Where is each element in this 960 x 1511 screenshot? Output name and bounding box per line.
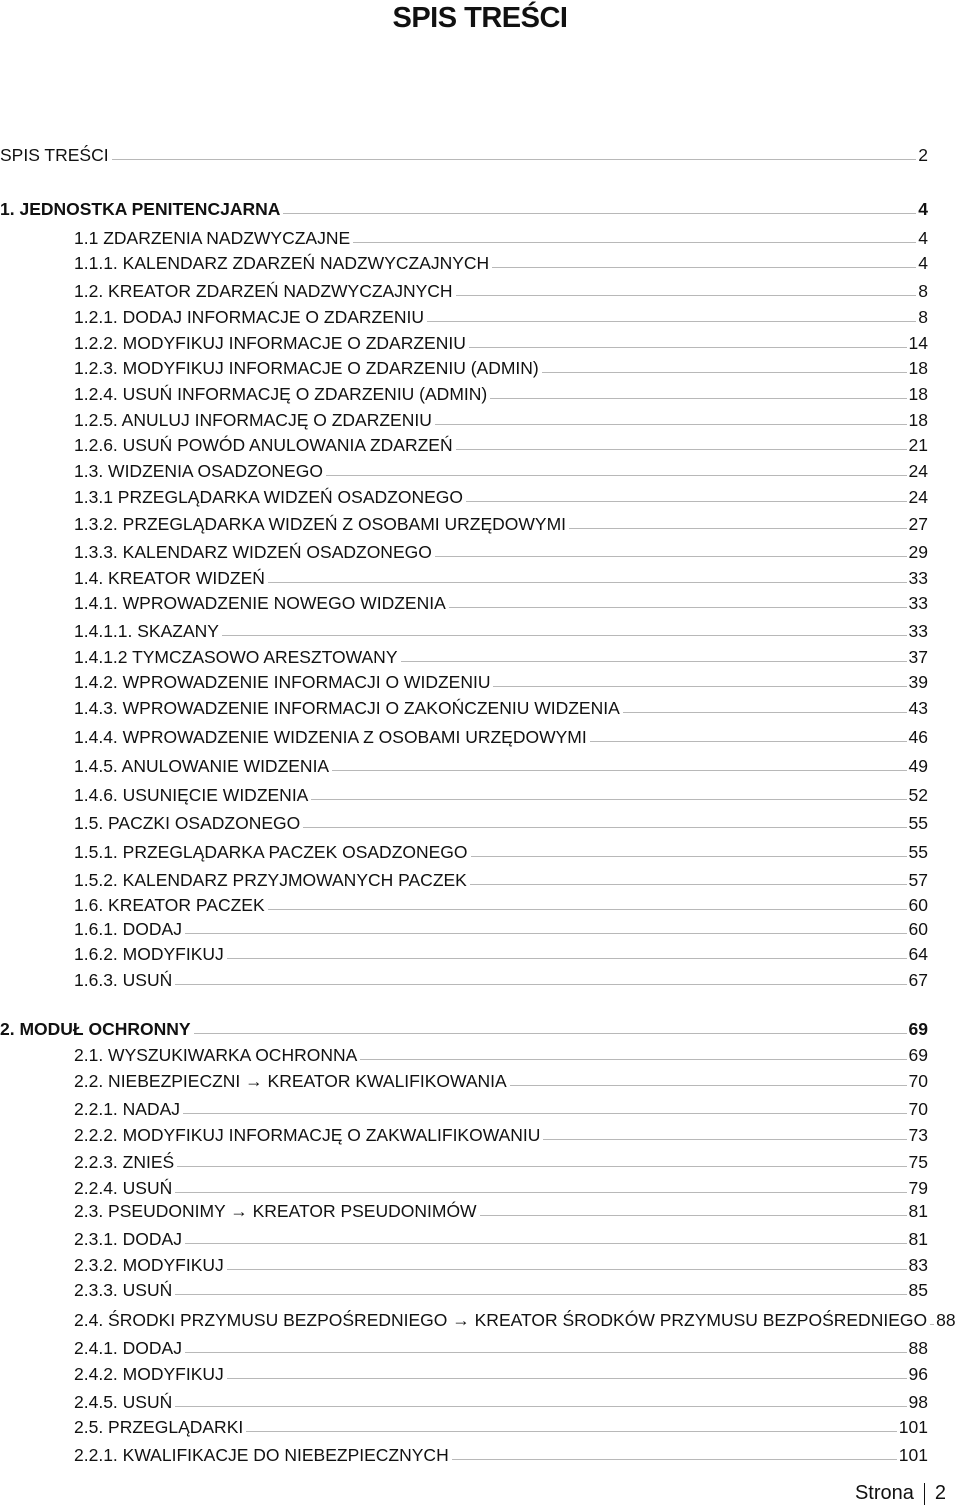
toc-entry-label: 1.3.3. KALENDARZ WIDZEŃ OSADZONEGO [74, 542, 432, 562]
toc-entry[interactable] [74, 1444, 928, 1466]
toc-entry-label: 2.1. WYSZUKIWARKA OCHRONNA [74, 1045, 358, 1065]
toc-leader-line [543, 1139, 906, 1140]
toc-entry-page: 18 [908, 358, 928, 378]
toc-leader-line [427, 321, 916, 322]
toc-entry-label: 2.2. NIEBEZPIECZNI → KREATOR KWALIFIKOWANIA [74, 1071, 507, 1091]
toc-entry[interactable] [74, 1337, 928, 1359]
toc-entry-page: 24 [908, 461, 928, 481]
toc-entry-label: 1.3. WIDZENIA OSADZONEGO [74, 461, 323, 481]
toc-entry-label: 1.1 ZDARZENIA NADZWYCZAJNE [74, 228, 351, 248]
toc-leader-line [268, 582, 907, 583]
toc-entry-label: 2.3. PSEUDONIMY → KREATOR PSEUDONIMÓW [74, 1201, 477, 1221]
toc-leader-line [185, 933, 907, 934]
toc-entry-page: 33 [908, 593, 928, 613]
toc-entry[interactable] [74, 726, 928, 748]
toc-entry-label: 1.4.5. ANULOWANIE WIDZENIA [74, 756, 330, 776]
toc-entry[interactable] [74, 252, 928, 274]
toc-entry[interactable] [0, 198, 928, 220]
toc-entry[interactable] [74, 1254, 928, 1276]
toc-entry-page: 18 [908, 384, 928, 404]
toc-entry-page: 39 [908, 672, 928, 692]
toc-entry[interactable] [74, 1391, 928, 1413]
toc-leader-line [227, 958, 907, 959]
toc-leader-line [326, 475, 907, 476]
footer-page-number: 2 [934, 1482, 946, 1504]
toc-leader-line [227, 1269, 907, 1270]
toc-leader-line [112, 159, 917, 160]
toc-entry[interactable] [74, 1200, 928, 1222]
toc-entry-page: 46 [908, 727, 928, 747]
toc-entry-page: 88 [908, 1338, 928, 1358]
toc-entry-page: 55 [908, 842, 928, 862]
toc-leader-line [471, 856, 907, 857]
toc-entry-label: 2.3.1. DODAJ [74, 1229, 182, 1249]
toc-entry-page: 18 [908, 410, 928, 430]
toc-entry-label: 2.4.1. DODAJ [74, 1338, 182, 1358]
toc-entry-page: 96 [908, 1364, 928, 1384]
toc-entry[interactable] [74, 306, 928, 328]
toc-entry-label: 1.6.1. DODAJ [74, 919, 182, 939]
toc-leader-line [435, 424, 907, 425]
toc-entry-page: 2 [918, 145, 928, 165]
toc-entry[interactable] [74, 841, 928, 863]
toc-leader-line [227, 1378, 907, 1379]
toc-leader-line [175, 1294, 906, 1295]
toc-leader-line [492, 267, 916, 268]
toc-leader-line [175, 1406, 906, 1407]
toc-entry-page: 67 [908, 970, 928, 990]
toc-leader-line [470, 884, 907, 885]
toc-entry-label: 1.4.2. WPROWADZENIE INFORMACJI O WIDZENIU [74, 672, 491, 692]
toc-entry-page: 27 [908, 514, 928, 534]
toc-entry-page: 49 [908, 756, 928, 776]
toc-leader-line [194, 1033, 907, 1034]
toc-entry[interactable] [74, 434, 928, 456]
toc-entry-page: 33 [908, 621, 928, 641]
toc-entry-label: 2.2.2. MODYFIKUJ INFORMACJĘ O ZAKWALIFIKOWANIU [74, 1125, 541, 1145]
toc-entry-page: 75 [908, 1152, 928, 1172]
toc-entry-label: 2.2.3. ZNIEŚ [74, 1152, 175, 1172]
toc-entry-label: 2.3.3. USUŃ [74, 1280, 173, 1300]
toc-leader-line [930, 1324, 934, 1325]
toc-entry-page: 98 [908, 1392, 928, 1412]
toc-entry-label: 1.3.1 PRZEGLĄDARKA WIDZEŃ OSADZONEGO [74, 487, 463, 507]
toc-entry-label: 1.4.6. USUNIĘCIE WIDZENIA [74, 785, 309, 805]
toc-entry-label: 2.4.5. USUŃ [74, 1392, 173, 1412]
toc-entry-page: 101 [898, 1417, 928, 1437]
toc-entry[interactable] [74, 332, 928, 354]
toc-leader-line [268, 909, 907, 910]
toc-leader-line [401, 661, 907, 662]
toc-leader-line [510, 1085, 907, 1086]
toc-entry-page: 70 [908, 1099, 928, 1119]
toc-leader-line [435, 556, 907, 557]
toc-leader-line [185, 1352, 907, 1353]
toc-entry-label: 2. MODUŁ OCHRONNY [0, 1019, 191, 1039]
toc-entry[interactable] [74, 1279, 928, 1301]
toc-entry[interactable] [74, 486, 928, 508]
toc-entry-page: 69 [908, 1045, 928, 1065]
toc-entry-label: 1.5.2. KALENDARZ PRZYJMOWANYCH PACZEK [74, 870, 467, 890]
toc-entry-label: 1. JEDNOSTKA PENITENCJARNA [0, 199, 281, 219]
toc-entry-label: 1.4.1.1. SKAZANY [74, 621, 219, 641]
toc-leader-line [360, 1059, 906, 1060]
toc-leader-line [246, 1431, 897, 1432]
toc-leader-line [542, 372, 907, 373]
toc-entry-label: 1.1.1. KALENDARZ ZDARZEŃ NADZWYCZAJNYCH [74, 253, 490, 273]
toc-entry[interactable] [74, 409, 928, 431]
toc-entry-page: 60 [908, 919, 928, 939]
toc-entry[interactable] [74, 541, 928, 563]
toc-entry-label: 1.6.2. MODYFIKUJ [74, 944, 224, 964]
toc-entry[interactable] [74, 1098, 928, 1120]
toc-entry-page: 85 [908, 1280, 928, 1300]
toc-entry-label: 1.2.4. USUŃ INFORMACJĘ O ZDARZENIU (ADMIN) [74, 384, 488, 404]
toc-entry-label: 1.5. PACZKI OSADZONEGO [74, 813, 301, 833]
toc-entry[interactable] [74, 671, 928, 693]
toc-leader-line [480, 1215, 907, 1216]
toc-leader-line [311, 799, 906, 800]
toc-entry[interactable] [74, 1228, 928, 1250]
toc-leader-line [456, 295, 917, 296]
footer-divider [924, 1483, 925, 1505]
toc-entry[interactable] [74, 869, 928, 891]
toc-entry-page: 37 [908, 647, 928, 667]
toc-leader-line [490, 398, 906, 399]
toc-entry-page: 81 [908, 1201, 928, 1221]
toc-entry[interactable] [74, 513, 928, 535]
toc-leader-line [569, 528, 907, 529]
toc-entry-label: 1.4. KREATOR WIDZEŃ [74, 568, 265, 588]
toc-entry-page: 83 [908, 1255, 928, 1275]
toc-leader-line [303, 827, 906, 828]
toc-entry-page: 73 [908, 1125, 928, 1145]
toc-leader-line [283, 213, 916, 214]
toc-entry-label: 1.3.2. PRZEGLĄDARKA WIDZEŃ Z OSOBAMI URZĘDOWYMI [74, 514, 567, 534]
toc-leader-line [469, 347, 907, 348]
toc-entry-label: 2.5. PRZEGLĄDARKI [74, 1417, 244, 1437]
toc-entry[interactable] [74, 918, 928, 940]
toc-entry[interactable] [74, 1416, 928, 1438]
toc-entry[interactable] [74, 280, 928, 302]
toc-entry[interactable] [74, 620, 928, 642]
toc-entry[interactable] [74, 1363, 928, 1385]
toc-entry-page: 79 [908, 1178, 928, 1198]
toc-entry-page: 57 [908, 870, 928, 890]
toc-entry-label: 1.4.1. WPROWADZENIE NOWEGO WIDZENIA [74, 593, 446, 613]
toc-entry-page: 21 [908, 435, 928, 455]
toc-entry-label: 1.4.3. WPROWADZENIE INFORMACJI O ZAKOŃCZENIU WIDZENIA [74, 698, 620, 718]
page-footer [855, 1482, 946, 1505]
toc-leader-line [332, 770, 906, 771]
toc-entry[interactable] [74, 943, 928, 965]
toc-entry[interactable] [74, 227, 928, 249]
toc-entry-label: 1.2.2. MODYFIKUJ INFORMACJE O ZDARZENIU [74, 333, 466, 353]
toc-entry-page: 52 [908, 785, 928, 805]
toc-leader-line [452, 1459, 897, 1460]
toc-entry[interactable] [74, 646, 928, 668]
toc-leader-line [493, 686, 906, 687]
toc-entry-label: 1.5.1. PRZEGLĄDARKA PACZEK OSADZONEGO [74, 842, 468, 862]
toc-leader-line [222, 635, 907, 636]
toc-entry[interactable] [74, 755, 928, 777]
toc-entry-page: 8 [918, 307, 928, 327]
toc-entry-page: 69 [908, 1019, 928, 1039]
toc-entry-label: 2.2.1. KWALIFIKACJE DO NIEBEZPIECZNYCH [74, 1445, 449, 1465]
footer-label: Strona [854, 1482, 914, 1504]
toc-entry[interactable] [74, 812, 928, 834]
toc-entry-label: 1.2.6. USUŃ POWÓD ANULOWANIA ZDARZEŃ [74, 435, 453, 455]
toc-leader-line [449, 607, 907, 608]
toc-leader-line [353, 242, 916, 243]
toc-entry-page: 64 [908, 944, 928, 964]
toc-entry-page: 8 [918, 281, 928, 301]
toc-entry-label: 2.2.1. NADAJ [74, 1099, 181, 1119]
toc-entry[interactable] [74, 1151, 928, 1173]
toc-entry[interactable] [74, 1177, 928, 1199]
toc-entry[interactable] [74, 969, 928, 991]
page-title: SPIS TREŚCI [392, 2, 568, 34]
toc-entry-page: 24 [908, 487, 928, 507]
toc-entry[interactable] [74, 357, 928, 379]
toc-entry[interactable] [74, 460, 928, 482]
toc-entry-page: 14 [908, 333, 928, 353]
toc-leader-line [175, 984, 906, 985]
toc-entry-page: 60 [908, 895, 928, 915]
toc-entry-label: 2.2.4. USUŃ [74, 1178, 173, 1198]
toc-entry-page: 81 [908, 1229, 928, 1249]
toc-entry-page: 4 [918, 253, 928, 273]
toc-leader-line [466, 501, 907, 502]
toc-entry-page: 29 [908, 542, 928, 562]
toc-leader-line [177, 1166, 906, 1167]
toc-entry[interactable] [74, 1070, 928, 1092]
toc-entry[interactable] [74, 784, 928, 806]
toc-leader-line [183, 1113, 907, 1114]
toc-entry-label: 2.3.2. MODYFIKUJ [74, 1255, 224, 1275]
toc-entry[interactable] [74, 1124, 928, 1146]
toc-entry-label: 1.6.3. USUŃ [74, 970, 173, 990]
toc-entry[interactable] [74, 383, 928, 405]
toc-entry-label: SPIS TREŚCI [0, 145, 109, 165]
toc-entry-page: 70 [908, 1071, 928, 1091]
toc-entry[interactable] [74, 567, 928, 589]
toc-entry-label: 1.6. KREATOR PACZEK [74, 895, 265, 915]
toc-entry-page: 55 [908, 813, 928, 833]
toc-entry-label: 1.4.1.2 TYMCZASOWO ARESZTOWANY [74, 647, 398, 667]
toc-entry-page: 88 [936, 1310, 956, 1330]
toc-entry-page: 43 [908, 698, 928, 718]
toc-entry-label: 1.2. KREATOR ZDARZEŃ NADZWYCZAJNYCH [74, 281, 453, 301]
toc-entry-page: 4 [918, 228, 928, 248]
toc-entry[interactable] [74, 592, 928, 614]
toc-entry-label: 1.2.5. ANULUJ INFORMACJĘ O ZDARZENIU [74, 410, 432, 430]
toc-entry-label: 1.2.1. DODAJ INFORMACJE O ZDARZENIU [74, 307, 425, 327]
toc-entry[interactable] [0, 144, 928, 166]
toc-entry-page: 33 [908, 568, 928, 588]
toc-entry[interactable] [0, 1018, 928, 1040]
toc-entry[interactable] [74, 697, 928, 719]
toc-entry-label: 1.4.4. WPROWADZENIE WIDZENIA Z OSOBAMI URZĘDOWYMI [74, 727, 587, 747]
toc-entry-label: 2.4.2. MODYFIKUJ [74, 1364, 224, 1384]
toc-entry-label: 1.2.3. MODYFIKUJ INFORMACJE O ZDARZENIU (ADMIN) [74, 358, 539, 378]
toc-leader-line [185, 1243, 907, 1244]
toc-leader-line [623, 712, 907, 713]
toc-entry[interactable] [74, 894, 928, 916]
toc-entry[interactable] [74, 1044, 928, 1066]
toc-entry-page: 101 [898, 1445, 928, 1465]
toc-leader-line [175, 1192, 906, 1193]
toc-entry[interactable] [74, 1309, 956, 1331]
toc-leader-line [590, 741, 907, 742]
toc-entry-label: 2.4. ŚRODKI PRZYMUSU BEZPOŚREDNIEGO → KREATOR ŚRODKÓW PRZYMUSU BEZPOŚREDNIEGO [74, 1310, 928, 1330]
toc-entry-page: 4 [918, 199, 928, 219]
toc-leader-line [456, 449, 907, 450]
